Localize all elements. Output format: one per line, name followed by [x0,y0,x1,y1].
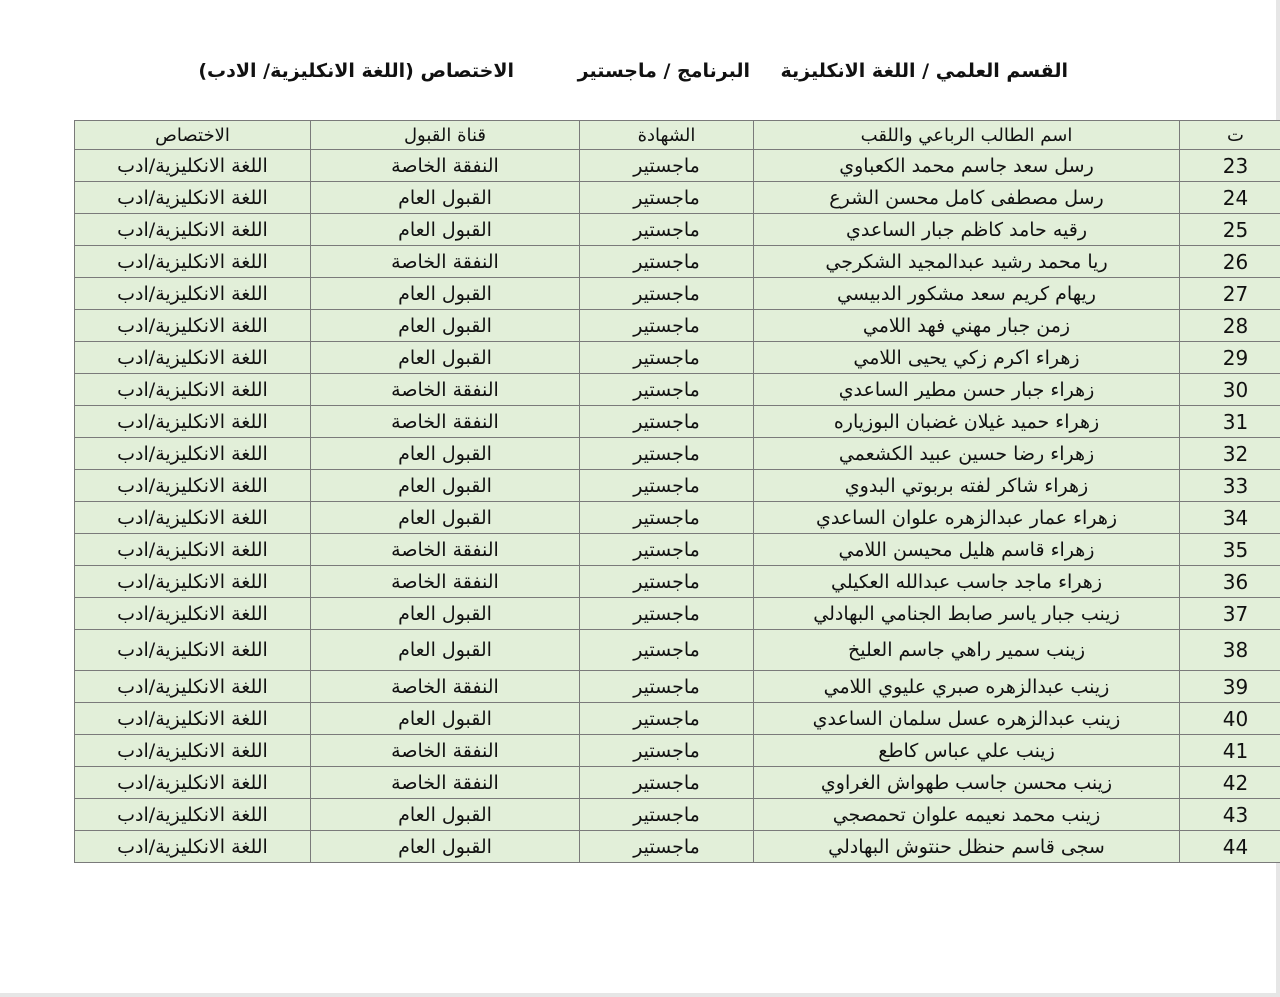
program-heading: البرنامج / ماجستير [577,60,750,82]
student-name: زينب جبار ياسر صابط الجنامي البهادلي [754,598,1180,630]
degree: ماجستير [580,799,754,831]
admission-channel: النفقة الخاصة [311,150,580,182]
specialization: اللغة الانكليزية/ادب [75,342,311,374]
student-name: ريا محمد رشيد عبدالمجيد الشكرجي [754,246,1180,278]
specialization: اللغة الانكليزية/ادب [75,735,311,767]
student-name: زينب عبدالزهره عسل سلمان الساعدي [754,703,1180,735]
degree: ماجستير [580,566,754,598]
table-row [75,630,1280,671]
table-row [75,278,1280,310]
degree: ماجستير [580,342,754,374]
admission-channel: النفقة الخاصة [311,767,580,799]
degree: ماجستير [580,214,754,246]
specialization: اللغة الانكليزية/ادب [75,799,311,831]
row-number: 23 [1180,150,1280,182]
row-number: 44 [1180,831,1280,863]
degree: ماجستير [580,182,754,214]
specialization: اللغة الانكليزية/ادب [75,502,311,534]
admission-channel: القبول العام [311,502,580,534]
table-row [75,703,1280,735]
admission-channel: القبول العام [311,470,580,502]
admission-channel: النفقة الخاصة [311,735,580,767]
table-row [75,534,1280,566]
table-row [75,470,1280,502]
table-row [75,182,1280,214]
row-number: 36 [1180,566,1280,598]
specialization: اللغة الانكليزية/ادب [75,438,311,470]
row-number: 29 [1180,342,1280,374]
degree: ماجستير [580,630,754,671]
row-number: 24 [1180,182,1280,214]
table-row [75,406,1280,438]
student-name: رقيه حامد كاظم جبار الساعدي [754,214,1180,246]
admission-channel: القبول العام [311,831,580,863]
table-row [75,671,1280,703]
column-header-specialization: الاختصاص [75,121,311,150]
student-name: ريهام كريم سعد مشكور الدبيسي [754,278,1180,310]
table-row [75,566,1280,598]
admission-channel: القبول العام [311,799,580,831]
student-name: زهراء عمار عبدالزهره علوان الساعدي [754,502,1180,534]
specialization: اللغة الانكليزية/ادب [75,630,311,671]
student-name: رسل مصطفى كامل محسن الشرع [754,182,1180,214]
row-number: 39 [1180,671,1280,703]
specialization: اللغة الانكليزية/ادب [75,214,311,246]
row-number: 25 [1180,214,1280,246]
specialization: اللغة الانكليزية/ادب [75,534,311,566]
student-name: زهراء اكرم زكي يحيى اللامي [754,342,1180,374]
document-header [0,60,1280,92]
row-number: 30 [1180,374,1280,406]
table-header-row [75,121,1280,150]
specialization: اللغة الانكليزية/ادب [75,374,311,406]
specialization: اللغة الانكليزية/ادب [75,470,311,502]
row-number: 35 [1180,534,1280,566]
admission-channel: القبول العام [311,630,580,671]
students-table [74,120,1280,863]
table-row [75,342,1280,374]
specialization: اللغة الانكليزية/ادب [75,671,311,703]
degree: ماجستير [580,438,754,470]
student-name: رسل سعد جاسم محمد الكعباوي [754,150,1180,182]
table-row [75,831,1280,863]
specialization: اللغة الانكليزية/ادب [75,767,311,799]
specialization: اللغة الانكليزية/ادب [75,598,311,630]
student-name: زينب محمد نعيمه علوان تحمصجي [754,799,1180,831]
degree: ماجستير [580,831,754,863]
column-header-channel: قناة القبول [311,121,580,150]
admission-channel: القبول العام [311,214,580,246]
admission-channel: النفقة الخاصة [311,374,580,406]
degree: ماجستير [580,767,754,799]
row-number: 31 [1180,406,1280,438]
student-name: سجى قاسم حنظل حنتوش البهادلي [754,831,1180,863]
row-number: 43 [1180,799,1280,831]
table-row [75,246,1280,278]
student-name: زهراء رضا حسين عبيد الكشعمي [754,438,1180,470]
admission-channel: القبول العام [311,598,580,630]
table-row [75,735,1280,767]
student-name: زينب علي عباس كاطع [754,735,1180,767]
degree: ماجستير [580,703,754,735]
specialization: اللغة الانكليزية/ادب [75,182,311,214]
row-number: 33 [1180,470,1280,502]
student-name: زينب محسن جاسب طهواش الغراوي [754,767,1180,799]
degree: ماجستير [580,671,754,703]
admission-channel: النفقة الخاصة [311,566,580,598]
degree: ماجستير [580,735,754,767]
student-name: زهراء شاكر لفته بربوتي البدوي [754,470,1180,502]
row-number: 27 [1180,278,1280,310]
degree: ماجستير [580,502,754,534]
table-row [75,767,1280,799]
student-name: زينب سمير راهي جاسم العليخ [754,630,1180,671]
admission-channel: القبول العام [311,703,580,735]
degree: ماجستير [580,150,754,182]
column-header-name: اسم الطالب الرباعي واللقب [754,121,1180,150]
degree: ماجستير [580,534,754,566]
specialization: اللغة الانكليزية/ادب [75,703,311,735]
specialization: اللغة الانكليزية/ادب [75,566,311,598]
row-number: 26 [1180,246,1280,278]
degree: ماجستير [580,246,754,278]
degree: ماجستير [580,598,754,630]
column-header-number: ت [1180,121,1280,150]
student-name: زينب عبدالزهره صبري عليوي اللامي [754,671,1180,703]
table-row [75,438,1280,470]
row-number: 41 [1180,735,1280,767]
specialization: اللغة الانكليزية/ادب [75,246,311,278]
specialization: اللغة الانكليزية/ادب [75,278,311,310]
row-number: 32 [1180,438,1280,470]
admission-channel: النفقة الخاصة [311,406,580,438]
degree: ماجستير [580,470,754,502]
student-name: زهراء ماجد جاسب عبدالله العكيلي [754,566,1180,598]
row-number: 42 [1180,767,1280,799]
admission-channel: القبول العام [311,342,580,374]
admission-channel: النفقة الخاصة [311,534,580,566]
admission-channel: القبول العام [311,182,580,214]
degree: ماجستير [580,406,754,438]
admission-channel: القبول العام [311,278,580,310]
student-name: زهراء جبار حسن مطير الساعدي [754,374,1180,406]
row-number: 34 [1180,502,1280,534]
department-heading: القسم العلمي / اللغة الانكليزية [780,60,1068,82]
table-row [75,799,1280,831]
student-name: زهراء حميد غيلان غضبان البوزياره [754,406,1180,438]
degree: ماجستير [580,374,754,406]
degree: ماجستير [580,278,754,310]
column-header-degree: الشهادة [580,121,754,150]
table-row [75,502,1280,534]
degree: ماجستير [580,310,754,342]
admission-channel: القبول العام [311,438,580,470]
table-row [75,214,1280,246]
specialization: اللغة الانكليزية/ادب [75,831,311,863]
row-number: 38 [1180,630,1280,671]
table-row [75,150,1280,182]
student-name: زهراء قاسم هليل محيسن اللامي [754,534,1180,566]
row-number: 40 [1180,703,1280,735]
admission-channel: القبول العام [311,310,580,342]
row-number: 37 [1180,598,1280,630]
specialization: اللغة الانكليزية/ادب [75,406,311,438]
table-row [75,374,1280,406]
student-name: زمن جبار مهني فهد اللامي [754,310,1180,342]
admission-channel: النفقة الخاصة [311,246,580,278]
admission-channel: النفقة الخاصة [311,671,580,703]
table-row [75,310,1280,342]
row-number: 28 [1180,310,1280,342]
table-row [75,598,1280,630]
specialization: اللغة الانكليزية/ادب [75,310,311,342]
specialization: اللغة الانكليزية/ادب [75,150,311,182]
specialization-heading: الاختصاص (اللغة الانكليزية/ الادب) [198,60,514,82]
